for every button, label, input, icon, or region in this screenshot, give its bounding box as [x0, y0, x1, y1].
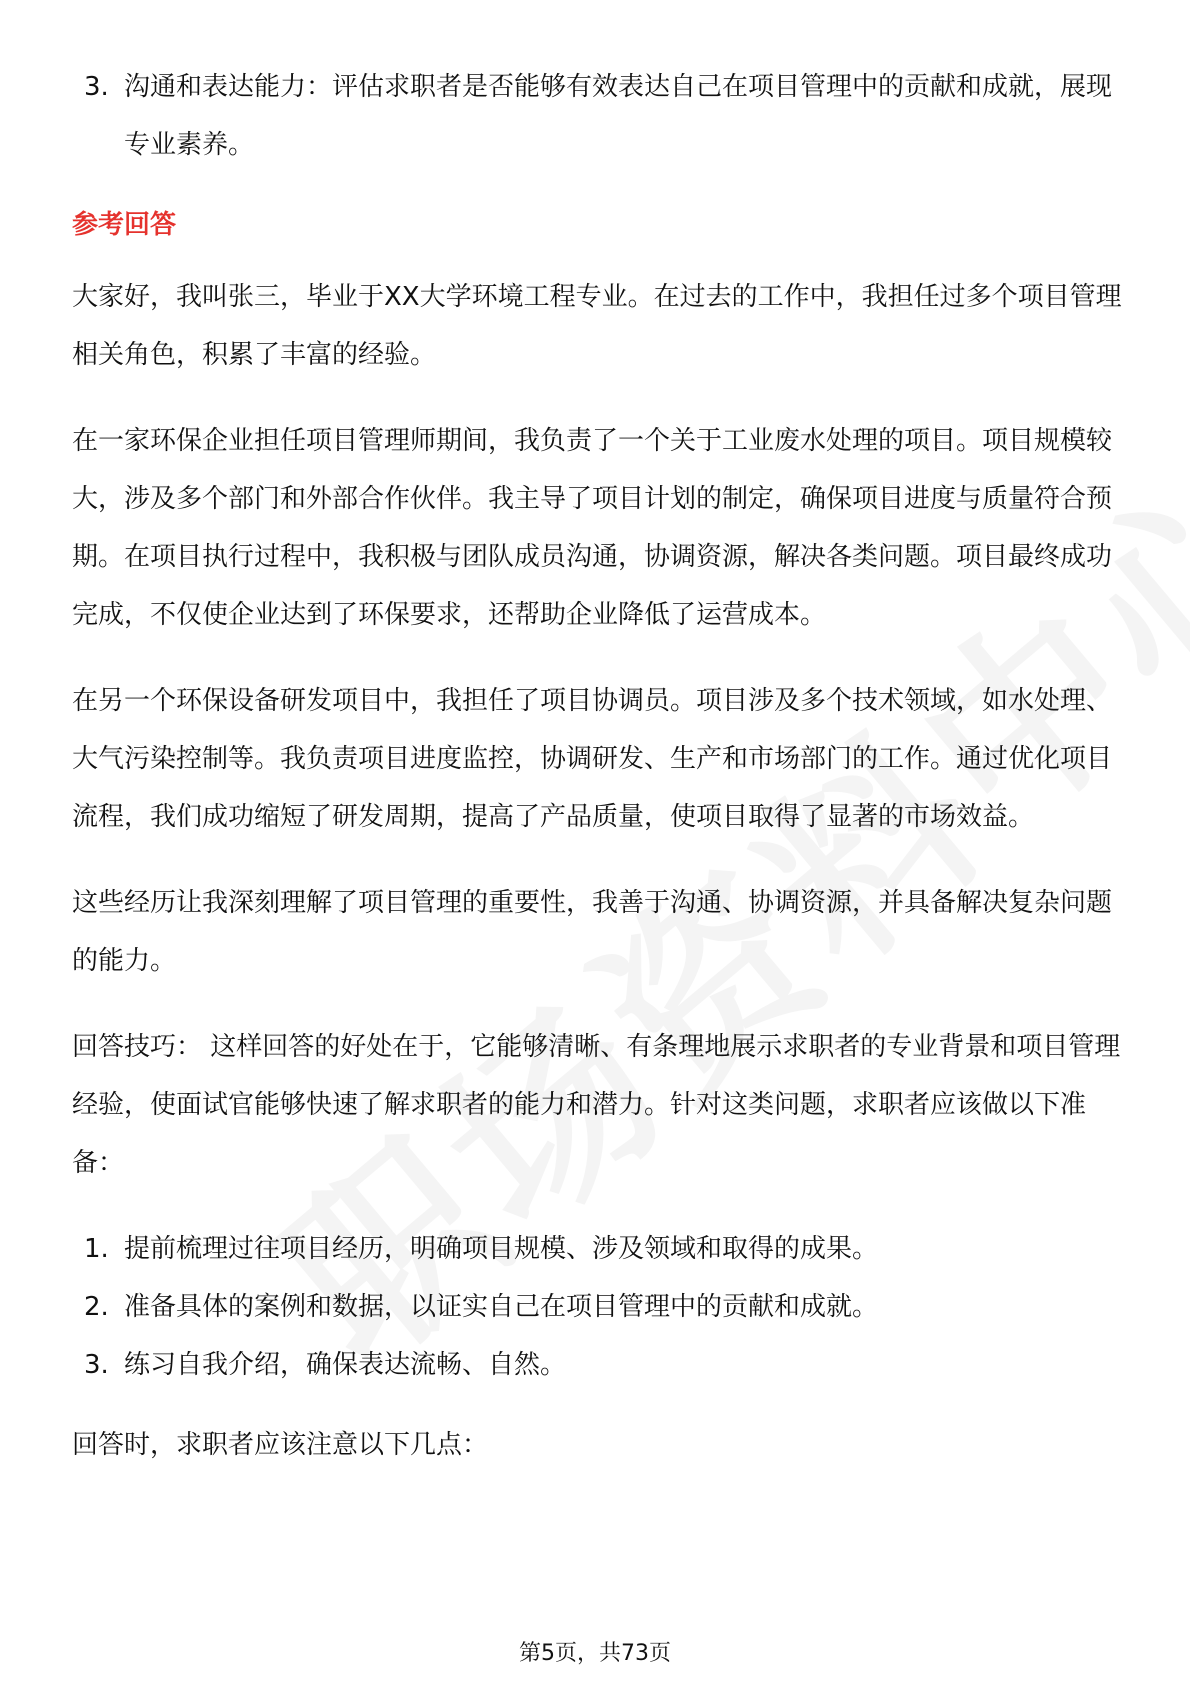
page-content [72, 58, 1122, 1502]
paragraph-tips: 回答技巧： 这样回答的好处在于，它能够清晰、有条理地展示求职者的专业背景和项目管理经验，使面试官能够快速了解求职者的能力和潜力。针对这类问题，求职者应该做以下准备： [72, 1032, 1121, 1178]
paragraph-experience-1: 在一家环保企业担任项目管理师期间，我负责了一个关于工业废水处理的项目。项目规模较大，涉及多个部门和外部合作伙伴。我主导了项目计划的制定，确保项目进度与质量符合预期。在项目执行过程中，我积极与团队成员沟通，协调资源，解决各类问题。项目最终成功完成，不仅使企业达到了环保要求，还帮助企业降低了运营成本。 [72, 426, 1113, 630]
list-item [72, 1220, 1122, 1278]
list-text: 沟通和表达能力：评估求职者是否能够有效表达自己在项目管理中的贡献和成就，展现专业素养。 [124, 72, 1113, 160]
list-number: 3. [84, 1350, 109, 1380]
paragraph-closing: 回答时，求职者应该注意以下几点： [72, 1430, 489, 1460]
criteria-list [72, 58, 1122, 174]
section-title: 参考回答 [72, 210, 177, 240]
preparation-list [72, 1220, 1122, 1394]
paragraph-experience-2: 在另一个环保设备研发项目中，我担任了项目协调员。项目涉及多个技术领域，如水处理、大气污染控制等。我负责项目进度监控，协调研发、生产和市场部门的工作。通过优化项目流程，我们成功缩短了研发周期，提高了产品质量，使项目取得了显著的市场效益。 [72, 686, 1113, 832]
paragraph-intro: 大家好，我叫张三，毕业于XX大学环境工程专业。在过去的工作中，我担任过多个项目管理相关角色，积累了丰富的经验。 [72, 282, 1122, 370]
paragraph-summary: 这些经历让我深刻理解了项目管理的重要性，我善于沟通、协调资源，并具备解决复杂问题的能力。 [72, 888, 1113, 976]
list-item [72, 1336, 1122, 1394]
page-number-footer: 第5页，共73页 [519, 1641, 671, 1666]
list-number: 2. [84, 1292, 109, 1322]
list-item [72, 1278, 1122, 1336]
list-number: 3. [84, 72, 109, 102]
list-number: 1. [84, 1234, 109, 1264]
list-text: 练习自我介绍，确保表达流畅、自然。 [124, 1350, 567, 1380]
list-text: 准备具体的案例和数据，以证实自己在项目管理中的贡献和成就。 [124, 1292, 879, 1322]
list-item [72, 58, 1122, 174]
list-text: 提前梳理过往项目经历，明确项目规模、涉及领域和取得的成果。 [124, 1234, 879, 1264]
